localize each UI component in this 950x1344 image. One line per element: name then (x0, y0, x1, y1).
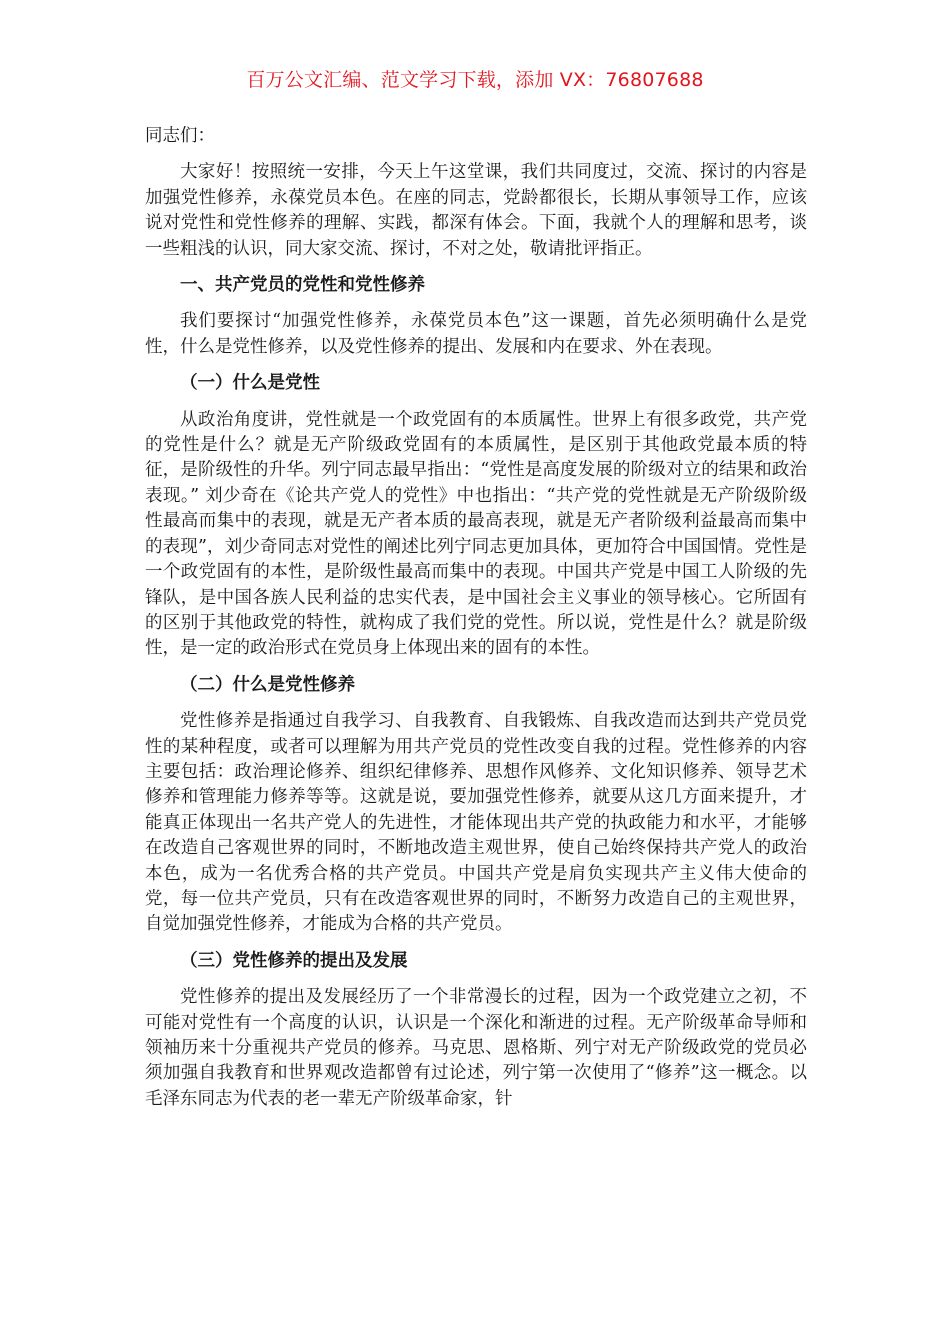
intro-paragraph: 大家好！按照统一安排，今天上午这堂课，我们共同度过，交流、探讨的内容是加强党性修养，永葆党员本色。在座的同志，党龄都很长，长期从事领导工作，应该说对党性和党性修养的理解、实践，都深有体会。下面，我就个人的理解和思考，谈一些粗浅的认识，同大家交流、探讨，不对之处，敬请批评指正。 (145, 162, 807, 259)
header-banner: 百万公文汇编、范文学习下载，添加 VX：76807688 (246, 69, 704, 91)
subsection-heading-1: （一）什么是党性 (180, 373, 320, 394)
section-heading-1: 一、共产党员的党性和党性修养 (180, 275, 425, 296)
subsection1-paragraph: 从政治角度讲，党性就是一个政党固有的本质属性。世界上有很多政党，共产党的党性是什么？就是无产阶级政党固有的本质属性，是区别于其他政党最本质的特征，是阶级性的升华。列宁同志最早指出：“党性是高度发展的阶级对立的结果和政治表现。” 刘少奇在《论共产党人的党性》中也指出：“共产党的党性就是无产阶级阶级性最高而集中的表现，就是无产者本质的最高表现，就是无产者阶级利益最高而集中的表现”，刘少奇同志对党性的阐述比列宁同志更加具体，更加符合中国国情。党性是一个政党固有的本性，是阶级性最高而集中的表现。中国共产党是中国工人阶级的先锋队，是中国各族人民利益的忠实代表，是中国社会主义事业的领导核心。它所固有的区别于其他政党的特性，就构成了我们党的党性。所以说，党性是什么？就是阶级性，是一定的政治形式在党员身上体现出来的固有的本性。 (145, 409, 807, 659)
subsection-heading-3: （三）党性修养的提出及发展 (180, 950, 408, 971)
subsection2-paragraph: 党性修养是指通过自我学习、自我教育、自我锻炼、自我改造而达到共产党员党性的某种程度，或者可以理解为用共产党员的党性改变自我的过程。党性修养的内容主要包括：政治理论修养、组织纪律修养、思想作风修养、文化知识修养、领导艺术修养和管理能力修养等等。这就是说，要加强党性修养，就要从这几方面来提升，才能真正体现出一名共产党人的先进性，才能体现出共产党的执政能力和水平，才能够在改造自己客观世界的同时，不断地改造主观世界，使自己始终保持共产党人的政治本色，成为一名优秀合格的共产党员。中国共产党是肩负实现共产主义伟大使命的党，每一位共产党员，只有在改造客观世界的同时，不断努力改造自己的主观世界，自觉加强党性修养，才能成为合格的共产党员。 (145, 711, 807, 935)
salutation: 同志们： (145, 126, 215, 146)
subsection3-paragraph: 党性修养的提出及发展经历了一个非常漫长的过程，因为一个政党建立之初，不可能对党性有一个高度的认识，认识是一个深化和渐进的过程。无产阶级革命导师和领袖历来十分重视共产党员的修养。马克思、恩格斯、列宁对无产阶级政党的党员必须加强自我教育和世界观改造都曾有过论述，列宁第一次使用了“修养”这一概念。以毛泽东同志为代表的老一辈无产阶级革命家，针 (145, 987, 807, 1109)
document-body (145, 124, 807, 1123)
section1-intro-paragraph: 我们要探讨“加强党性修养，永葆党员本色”这一课题，首先必须明确什么是党性，什么是党性修养，以及党性修养的提出、发展和内在要求、外在表现。 (145, 311, 807, 357)
subsection-heading-2: （二）什么是党性修养 (180, 674, 355, 695)
